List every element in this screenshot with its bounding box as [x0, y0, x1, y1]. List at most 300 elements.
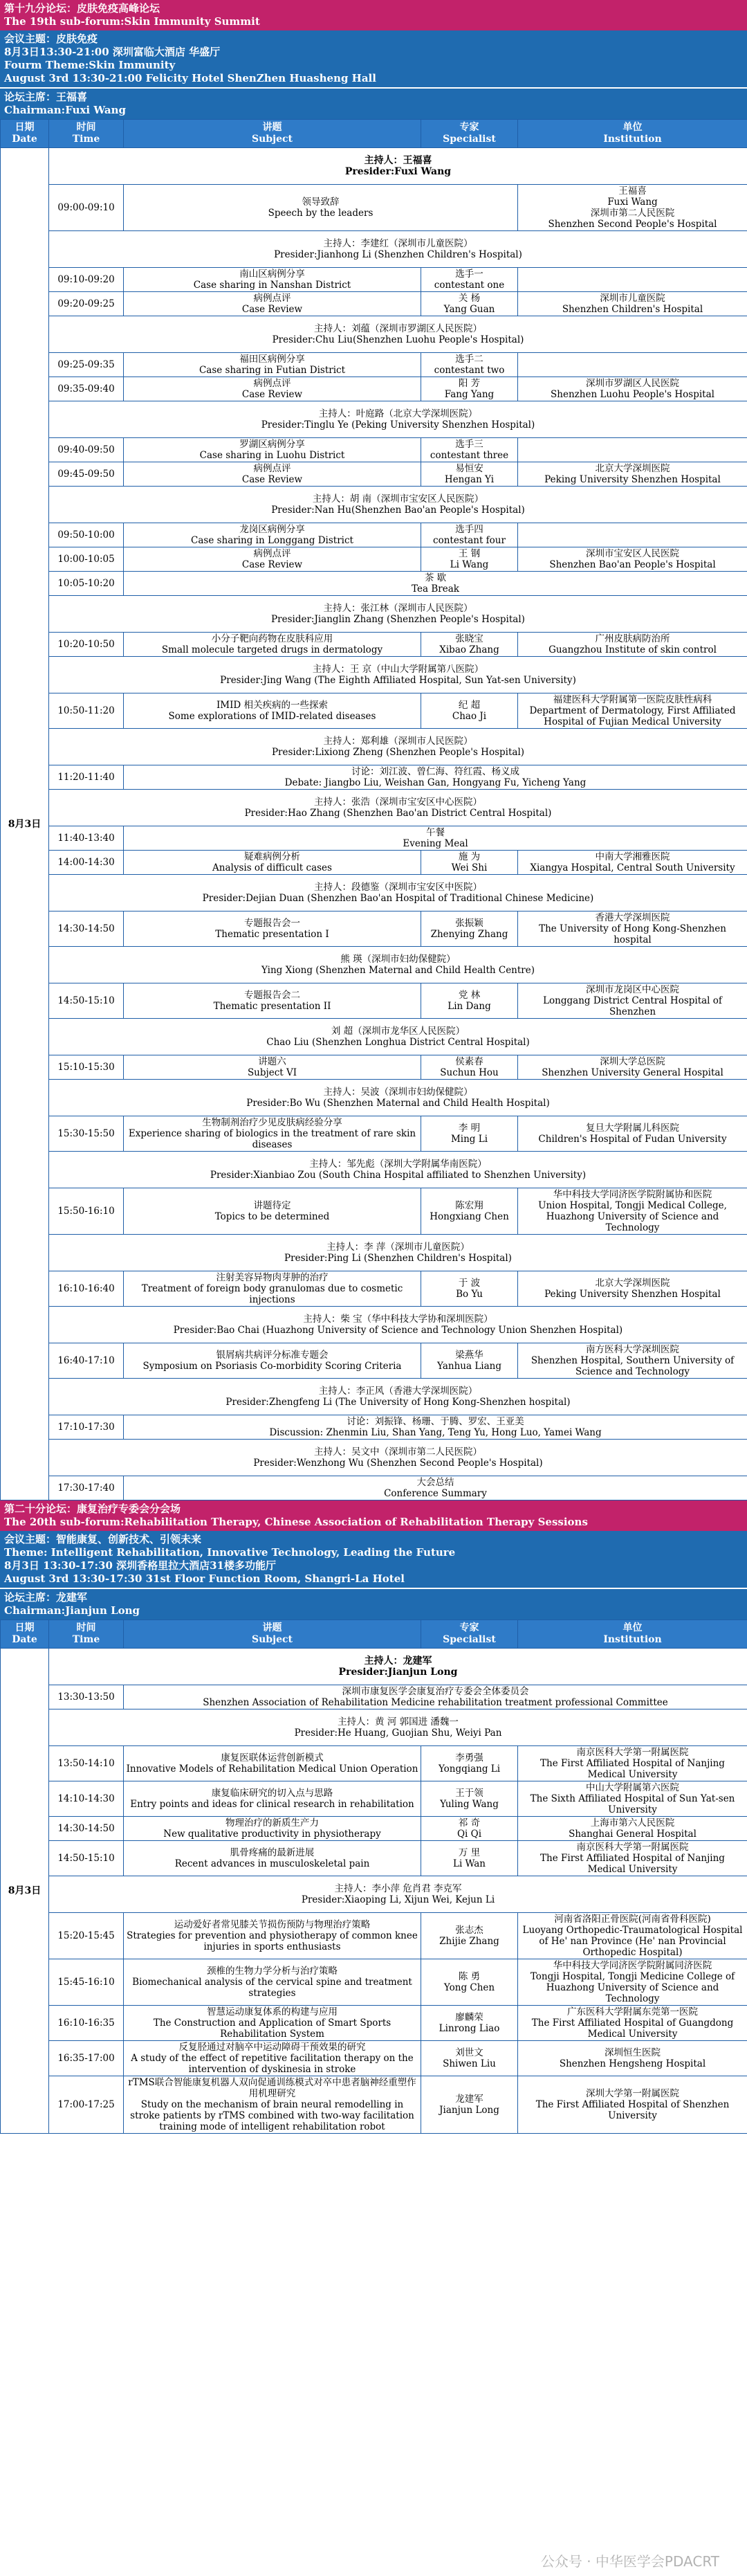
- subject-cn: 反复胫通过对脑卒中运动障碍干预效果的研究: [178, 2042, 366, 2053]
- specialist-cell: [421, 693, 518, 729]
- table-row: [1, 1959, 747, 2006]
- subject-cell: [124, 1746, 421, 1781]
- chair-line: Chairman:Fuxi Wang: [4, 104, 127, 116]
- presider-cell: [49, 316, 747, 353]
- header-specialist-en: Specialist: [443, 134, 496, 145]
- specialist-cn: 选手一: [455, 269, 483, 280]
- specialist-en: Yongqiang Li: [438, 1763, 501, 1775]
- header-date-en: Date: [12, 1634, 37, 1645]
- specialist-cn: 李勇强: [455, 1752, 483, 1763]
- forum-20-title-cn: 第二十分论坛：康复治疗专委会分会场: [4, 1503, 181, 1515]
- subject-cell: [124, 1959, 421, 2006]
- institution-cn: 华中科技大学同济医学院附属同济医院: [553, 1960, 712, 1971]
- institution-en: Shenzhen Luohu People's Hospital: [551, 389, 714, 400]
- specialist-cn: 王于领: [455, 1788, 483, 1799]
- subject-cn: 病例点评: [253, 293, 291, 304]
- presider-cell: [49, 875, 747, 911]
- specialist-cell: [421, 1116, 518, 1152]
- institution-cn: 华中科技大学同济医学院附属协和医院: [553, 1189, 712, 1200]
- table-row: [1, 572, 747, 596]
- specialist-cell: [421, 1343, 518, 1379]
- subject-cell: [124, 983, 421, 1019]
- theme-line: August 3rd 13:30-17:30 31st Floor Function Room, Shangri-La Hotel: [4, 1572, 405, 1585]
- subject-en: Case Review: [241, 304, 303, 315]
- presider-en: Presider:Ping Li (Shenzhen Children's Hospital): [284, 1253, 512, 1264]
- table-row: [1, 596, 747, 633]
- presider-en: Presider:Xiaoping Li, Xijun Wei, Kejun Li: [301, 1894, 495, 1905]
- institution-cell: [518, 1841, 747, 1876]
- institution-en: Union Hospital, Tongji Medical College, Huazhong University of Science and Technology: [538, 1200, 727, 1233]
- theme-line: Fourm Theme:Skin Immunity: [4, 59, 176, 71]
- time-cell: 15:45-16:10: [49, 1959, 124, 2006]
- subject-cn: 小分子靶向药物在皮肤科应用: [211, 633, 333, 644]
- break-en: Conference Summary: [384, 1488, 487, 1499]
- presider-en: Presider:Jing Wang (The Eighth Affiliated Hospital, Sun Yat-sen University): [220, 675, 576, 686]
- header-time: [49, 1620, 124, 1649]
- institution-en: The First Affiliated Hospital of Nanjing Medical University: [540, 1758, 725, 1780]
- presider-cn: 刘 超（深圳市龙华区人民医院）: [331, 1026, 465, 1037]
- table-row: [1, 2076, 747, 2134]
- subject-en: Case Review: [241, 389, 303, 400]
- break-cell: [124, 1476, 747, 1500]
- subject-cell: [124, 1415, 747, 1440]
- institution-en: The Sixth Affiliated Hospital of Sun Yat-sen University: [530, 1793, 735, 1815]
- theme-line: Theme: Intelligent Rehabilitation, Innovative Technology, Leading the Future: [4, 1546, 456, 1559]
- subject-en: Experience sharing of biologics in the treatment of rare skin diseases: [128, 1128, 416, 1150]
- subject-cn: 领导致辞: [302, 197, 340, 208]
- subject-cell: [124, 438, 421, 462]
- institution-cn: 深圳市儿童医院: [600, 293, 665, 304]
- header-institution-cn: 单位: [622, 122, 643, 133]
- presider-cell: [49, 487, 747, 523]
- time-cell: 15:20-15:45: [49, 1913, 124, 1959]
- presider-cn: 主持人：张浩（深圳市宝安区中心医院）: [314, 797, 482, 808]
- specialist-cell: [421, 523, 518, 547]
- presider-en: Presider:He Huang, Guojian Shu, Weiyi Pan: [294, 1727, 502, 1739]
- presider-cell: [49, 1440, 747, 1476]
- header-subject-en: Subject: [251, 1634, 293, 1645]
- institution-cn: 福建医科大学附属第一医院皮肤性病科: [553, 694, 712, 705]
- subject-en: Case Review: [241, 559, 303, 570]
- table-row: [1, 1080, 747, 1116]
- presider-en: Presider:Xianbiao Zou (South China Hospital affiliated to Shenzhen University): [210, 1170, 587, 1181]
- subject-cn: 龙岗区病例分享: [239, 524, 305, 535]
- subject-cn: IMID 相关疾病的一些探索: [216, 700, 329, 711]
- presider-cell: [49, 790, 747, 826]
- presider-cn: 主持人：李正风（香港大学深圳医院）: [318, 1386, 478, 1397]
- subject-cn: 物理治疗的新质生产力: [225, 1817, 319, 1829]
- specialist-cn: 选手二: [455, 354, 483, 365]
- institution-en: Shenzhen Hengsheng Hospital: [559, 2058, 706, 2069]
- institution-cell: [518, 1343, 747, 1379]
- header-specialist-cn: 专家: [459, 1622, 479, 1633]
- subject-en: Shenzhen Association of Rehabilitation Medicine rehabilitation treatment professional Committee: [203, 1697, 668, 1708]
- institution-en: Guangzhou Institute of skin control: [548, 644, 717, 655]
- table-row: [1, 1415, 747, 1440]
- institution-en: Tongji Hospital, Tongji Medicine College of Huazhong University of Science and Technology: [530, 1971, 735, 2004]
- institution-en: Peking University Shenzhen Hospital: [544, 474, 721, 485]
- presider-cell: [49, 231, 747, 268]
- header-date-cn: 日期: [15, 1622, 35, 1633]
- institution-cn: 王福喜: [618, 185, 647, 197]
- specialist-cell: [421, 1746, 518, 1781]
- table-row: [1, 1476, 747, 1500]
- presider-en: Ying Xiong (Shenzhen Maternal and Child Health Centre): [261, 965, 535, 976]
- presider-cell: [49, 596, 747, 633]
- forum-19-theme: [0, 30, 747, 87]
- table-row: [1, 1152, 747, 1188]
- specialist-en: Shiwen Liu: [443, 2058, 496, 2069]
- watermark: 公众号 · 中华医学会PDACRT: [540, 2553, 719, 2570]
- institution-cn: 深圳大学第一附属医院: [586, 2088, 679, 2099]
- table-header-row: [1, 120, 747, 148]
- header-subject: [124, 1620, 421, 1649]
- presider-en: Presider:Hao Zhang (Shenzhen Bao'an District Central Hospital): [244, 808, 552, 819]
- presider-cell: [49, 657, 747, 693]
- time-cell: 13:50-14:10: [49, 1746, 124, 1781]
- forum-20: [0, 1500, 747, 2134]
- subject-cell: [124, 462, 421, 487]
- subject-cn: 讨论：刘江波、曾仁海、符红霞、杨义成: [351, 766, 519, 777]
- time-cell: 16:35-17:00: [49, 2041, 124, 2076]
- subject-en: Case sharing in Nanshan District: [193, 280, 351, 291]
- specialist-cn: 选手三: [455, 439, 483, 450]
- subject-en: Innovative Models of Rehabilitation Medical Union Operation: [126, 1763, 418, 1775]
- subject-cell: [124, 1841, 421, 1876]
- specialist-en: Ming Li: [450, 1134, 488, 1145]
- table-row: [1, 547, 747, 572]
- subject-cell: [124, 911, 421, 947]
- specialist-cn: 阳 芳: [458, 378, 481, 389]
- subject-cell: [124, 633, 421, 657]
- specialist-cn: 关 杨: [458, 293, 481, 304]
- presider-cell: [49, 1080, 747, 1116]
- table-row: [1, 1019, 747, 1055]
- specialist-en: Yuling Wang: [440, 1799, 499, 1810]
- institution-en: Shenzhen Bao'an People's Hospital: [549, 559, 716, 570]
- specialist-en: Bo Yu: [456, 1289, 483, 1300]
- time-cell: 09:35-09:40: [49, 377, 124, 401]
- time-cell: 16:40-17:10: [49, 1343, 124, 1379]
- time-cell: 10:00-10:05: [49, 547, 124, 572]
- table-row: [1, 2041, 747, 2076]
- presider-cn: 主持人：邹先彪（深圳大学附属华南医院）: [309, 1159, 487, 1170]
- specialist-en: Linrong Liao: [439, 2023, 500, 2034]
- break-en: Evening Meal: [403, 838, 468, 849]
- header-time: [49, 120, 124, 148]
- table-row: [1, 487, 747, 523]
- time-cell: 09:20-09:25: [49, 292, 124, 316]
- subject-cn: 生物制剂治疗少见皮肤病经验分享: [202, 1117, 342, 1128]
- institution-cell: [518, 438, 747, 462]
- table-row: [1, 1649, 747, 1685]
- subject-en: Analysis of difficult cases: [212, 862, 332, 873]
- specialist-cell: [421, 851, 518, 875]
- break-cn: 午餐: [426, 827, 445, 838]
- subject-cn: 讲题待定: [253, 1200, 291, 1211]
- subject-cell: [124, 1343, 421, 1379]
- presider-en: Presider:Chu Liu(Shenzhen Luohu People's Hospital): [272, 334, 524, 345]
- forum-20-banner: [0, 1500, 747, 1531]
- institution-en: Shenzhen Children's Hospital: [562, 304, 703, 315]
- specialist-cell: [421, 1055, 518, 1080]
- header-subject-cn: 讲题: [262, 1622, 282, 1633]
- time-cell: 17:30-17:40: [49, 1476, 124, 1500]
- table-row: [1, 657, 747, 693]
- institution-cell: [518, 292, 747, 316]
- presider-cn: 主持人：郑利雄（深圳市人民医院）: [323, 736, 473, 747]
- institution-cell: [518, 1959, 747, 2006]
- specialist-en: Zhenying Zhang: [430, 929, 508, 940]
- institution-cell: [518, 1817, 747, 1841]
- institution-cn: 河南省洛阳正骨医院(河南省骨科医院): [554, 1914, 711, 1925]
- subject-cn: 讨论：刘振锋、杨珊、于腾、罗宏、王亚美: [347, 1416, 524, 1427]
- header-institution: [518, 120, 747, 148]
- institution-cn: 南方医科大学深圳医院: [586, 1344, 679, 1355]
- table-header-row: [1, 1620, 747, 1649]
- specialist-en: Chao Ji: [452, 711, 487, 722]
- forum-20-title-en: The 20th sub-forum:Rehabilitation Therapy, Chinese Association of Rehabilitation Therapy Sessions: [4, 1516, 588, 1528]
- subject-en: Topics to be determined: [214, 1211, 330, 1222]
- header-institution-en: Institution: [603, 134, 662, 145]
- subject-cn: rTMS联合智能康复机器人双向促通训练模式对卒中患者脑神经重塑作用机理研究: [128, 2077, 416, 2099]
- subject-en: Small molecule targeted drugs in dermatology: [161, 644, 383, 655]
- presider-cell: [49, 148, 747, 185]
- specialist-cell: [421, 983, 518, 1019]
- presider-cell: [49, 1649, 747, 1685]
- institution-cell: [518, 1116, 747, 1152]
- institution-cell: [518, 353, 747, 377]
- table-row: [1, 523, 747, 547]
- subject-cell: [124, 268, 421, 292]
- specialist-en: Suchun Hou: [440, 1067, 499, 1078]
- institution-cn: 广州皮肤病防治所: [595, 633, 670, 644]
- subject-cn: 南山区病例分享: [239, 269, 305, 280]
- specialist-cell: [421, 1188, 518, 1235]
- institution-cell: [518, 2041, 747, 2076]
- presider-cn: 主持人：李 萍（深圳市儿童医院）: [326, 1242, 470, 1253]
- institution-cn: 上海市第六人民医院: [590, 1817, 675, 1829]
- specialist-en: contestant three: [430, 450, 509, 461]
- specialist-cn: 祁 奇: [458, 1817, 481, 1829]
- header-time-cn: 时间: [76, 122, 96, 133]
- institution-cn: 北京大学深圳医院: [595, 463, 670, 474]
- header-specialist: [421, 120, 518, 148]
- table-row: [1, 947, 747, 983]
- specialist-en: Xibao Zhang: [439, 644, 499, 655]
- specialist-en: Yanhua Liang: [436, 1361, 501, 1372]
- table-row: [1, 826, 747, 851]
- header-subject-en: Subject: [251, 134, 293, 145]
- presider-en: Chao Liu (Shenzhen Longhua District Central Hospital): [266, 1037, 530, 1048]
- presider-cn: 主持人：刘蕴（深圳市罗湖区人民医院）: [314, 323, 482, 334]
- presider-en: Presider:Zhengfeng Li (The University of Hong Kong-Shenzhen hospital): [225, 1397, 571, 1408]
- presider-cn: 主持人：叶庭路（北京大学深圳医院）: [318, 408, 478, 419]
- presider-cn: 主持人：吴波（深圳市妇幼保健院）: [323, 1087, 473, 1098]
- specialist-cell: [421, 292, 518, 316]
- institution-cn: 北京大学深圳医院: [595, 1278, 670, 1289]
- specialist-cn: 纪 超: [458, 700, 481, 711]
- institution-cell: [518, 1746, 747, 1781]
- institution-en: Luoyang Orthopedic-Traumatological Hospital of He' nan Province (He' nan Provincial Orthopedic Hospital): [522, 1925, 743, 1958]
- header-time-cn: 时间: [76, 1622, 96, 1633]
- break-cell: [124, 826, 747, 851]
- table-row: [1, 185, 747, 231]
- specialist-cell: [421, 353, 518, 377]
- time-cell: 11:20-11:40: [49, 765, 124, 790]
- subject-en: The Construction and Application of Smart Sports Rehabilitation System: [153, 2017, 391, 2040]
- subject-cn: 病例点评: [253, 378, 291, 389]
- table-row: [1, 911, 747, 947]
- subject-en: Study on the mechanism of brain neural remodelling in stroke patients by rTMS combined with two-way facilitation training mode of intelligent rehabilitation robot: [130, 2099, 414, 2132]
- time-cell: 15:30-15:50: [49, 1116, 124, 1152]
- specialist-en: Li Wang: [450, 559, 489, 570]
- institution-cell: [518, 851, 747, 875]
- theme-line: August 3rd 13:30-21:00 Felicity Hotel ShenZhen Huasheng Hall: [4, 72, 376, 84]
- subject-cn: 注射美容异物肉芽肿的治疗: [216, 1272, 329, 1283]
- institution-en: Fuxi Wang: [607, 197, 658, 208]
- table-row: [1, 1379, 747, 1415]
- time-cell: 15:10-15:30: [49, 1055, 124, 1080]
- table-row: [1, 148, 747, 185]
- presider-cn: 主持人：龙建军: [364, 1656, 432, 1667]
- break-cn: 大会总结: [416, 1477, 454, 1488]
- specialist-en: Yang Guan: [443, 304, 495, 315]
- subject-en: Biomechanical analysis of the cervical spine and treatment strategies: [132, 1977, 412, 1999]
- institution-cn: 复旦大学附属儿科医院: [586, 1123, 679, 1134]
- institution-cell: [518, 2006, 747, 2041]
- subject-en: Recent advances in musculoskeletal pain: [174, 1858, 370, 1869]
- specialist-cn: 梁燕华: [455, 1350, 483, 1361]
- institution-en: Xiangya Hospital, Central South University: [530, 862, 735, 873]
- subject-en: Discussion: Zhenmin Liu, Shan Yang, Teng Yu, Hong Luo, Yamei Wang: [269, 1427, 602, 1438]
- table-row: [1, 1817, 747, 1841]
- institution-cell: [518, 462, 747, 487]
- table-row: [1, 438, 747, 462]
- specialist-en: Zhijie Zhang: [439, 1936, 499, 1947]
- table-row: [1, 765, 747, 790]
- presider-cn: 主持人：李建红（深圳市儿童医院）: [323, 238, 473, 249]
- time-cell: 16:10-16:35: [49, 2006, 124, 2041]
- subject-cn: 康复临床研究的切入点与思路: [211, 1788, 333, 1799]
- institution-cn: 广东医科大学附属东莞第一医院: [567, 2006, 698, 2017]
- presider-en: Presider:Lixiong Zheng (Shenzhen People's Hospital): [271, 747, 525, 758]
- specialist-cn: 张振颖: [455, 918, 483, 929]
- table-row: [1, 353, 747, 377]
- subject-cell: [124, 377, 421, 401]
- subject-cell: [124, 2041, 421, 2076]
- presider-cn: 主持人：段德鉴（深圳市宝安区中医院）: [314, 882, 482, 893]
- institution-en: Children's Hospital of Fudan University: [538, 1134, 727, 1145]
- subject-cell: [124, 851, 421, 875]
- subject-cell: [124, 523, 421, 547]
- presider-en: Presider:Jianhong Li (Shenzhen Children's Hospital): [274, 249, 522, 260]
- table-row: [1, 401, 747, 438]
- table-row: [1, 1440, 747, 1476]
- specialist-en: Qi Qi: [456, 1829, 482, 1840]
- date-cell: 8月3日: [1, 1649, 49, 2134]
- header-subject: [124, 120, 421, 148]
- institution-cell: [518, 185, 747, 231]
- presider-cn: 主持人：柴 宝（华中科技大学协和深圳医院）: [303, 1314, 493, 1325]
- presider-en: Presider:Bao Chai (Huazhong University of Science and Technology Union Shenzhen Hospital): [173, 1325, 623, 1336]
- subject-cn: 深圳市康复医学会康复治疗专委会全体委员会: [342, 1686, 529, 1697]
- presider-cell: [49, 401, 747, 438]
- time-cell: 09:25-09:35: [49, 353, 124, 377]
- time-cell: 09:50-10:00: [49, 523, 124, 547]
- institution-en: Shenzhen University General Hospital: [542, 1067, 723, 1078]
- chair-line: 论坛主席：龙建军: [4, 1591, 88, 1604]
- subject-cn: 专题报告会一: [244, 918, 300, 929]
- forum-20-theme: [0, 1531, 747, 1588]
- theme-line: 会议主题：皮肤免疫: [4, 33, 98, 45]
- specialist-cell: [421, 1817, 518, 1841]
- subject-cell: [124, 693, 421, 729]
- table-row: [1, 268, 747, 292]
- subject-cell: [124, 2076, 421, 2134]
- time-cell: 09:40-09:50: [49, 438, 124, 462]
- subject-en: Debate: Jiangbo Liu, Weishan Gan, Hongyang Fu, Yicheng Yang: [284, 777, 587, 788]
- theme-line: 会议主题：智能康复、创新技术、引领未来: [4, 1533, 202, 1545]
- presider-cell: [49, 1379, 747, 1415]
- subject-en: Subject VI: [247, 1067, 297, 1078]
- theme-line: 8月3日13:30-21:00 深圳富临大酒店 华盛厅: [4, 46, 221, 58]
- institution-en: Longgang District Central Hospital of Shenzhen: [543, 995, 722, 1017]
- subject-en: A study of the effect of repetitive facilitation therapy on the intervention of dyskinesia in stroke: [131, 2053, 414, 2075]
- presider-cn: 熊 瑛（深圳市妇幼保健院）: [340, 954, 456, 965]
- subject-cn: 运动爱好者常见膝关节损伤预防与物理治疗策略: [174, 1919, 371, 1930]
- presider-cell: [49, 947, 747, 983]
- presider-cn: 主持人：胡 南（深圳市宝安区人民医院）: [312, 493, 484, 505]
- specialist-cell: [421, 547, 518, 572]
- presider-en: Presider:Bo Wu (Shenzhen Maternal and Child Health Hospital): [246, 1098, 550, 1109]
- institution-cell: [518, 633, 747, 657]
- institution-cell: [518, 268, 747, 292]
- specialist-cell: [421, 377, 518, 401]
- presider-en: Presider:Jianglin Zhang (Shenzhen People's Hospital): [271, 614, 525, 625]
- presider-cn: 主持人：李小萍 危肖君 李克军: [334, 1883, 462, 1894]
- presider-cell: [49, 1019, 747, 1055]
- subject-cell: [124, 1913, 421, 1959]
- subject-cn: 病例点评: [253, 463, 291, 474]
- table-row: [1, 875, 747, 911]
- table-row: [1, 729, 747, 765]
- institution-en: Peking University Shenzhen Hospital: [544, 1289, 721, 1300]
- presider-cell: [49, 1876, 747, 1913]
- presider-en: Presider:Jianjun Long: [338, 1667, 458, 1678]
- institution-cell: [518, 1188, 747, 1235]
- institution-en: Department of Dermatology, First Affiliated Hospital of Fujian Medical University: [529, 705, 736, 727]
- subject-en: Strategies for prevention and physiotherapy of common knee injuries in sports enthusiasts: [127, 1930, 418, 1952]
- subject-en: Case Review: [241, 474, 303, 485]
- time-cell: 16:10-16:40: [49, 1271, 124, 1307]
- institution-cell: [518, 693, 747, 729]
- institution-cell: [518, 983, 747, 1019]
- table-row: [1, 1235, 747, 1271]
- subject-cn: 颈椎的生物力学分析与治疗策略: [207, 1966, 338, 1977]
- subject-en: Thematic presentation II: [213, 1001, 331, 1012]
- subject-en: Case sharing in Luohu District: [199, 450, 345, 461]
- institution-cn: 深圳大学总医院: [600, 1056, 665, 1067]
- time-cell: 15:50-16:10: [49, 1188, 124, 1235]
- specialist-cell: [421, 438, 518, 462]
- header-time-en: Time: [72, 1634, 100, 1645]
- subject-en: Some explorations of IMID-related diseases: [168, 711, 376, 722]
- time-cell: 13:30-13:50: [49, 1685, 124, 1709]
- specialist-cn: 廖麟荣: [455, 2012, 483, 2023]
- subject-cell: [124, 1271, 421, 1307]
- specialist-cell: [421, 2041, 518, 2076]
